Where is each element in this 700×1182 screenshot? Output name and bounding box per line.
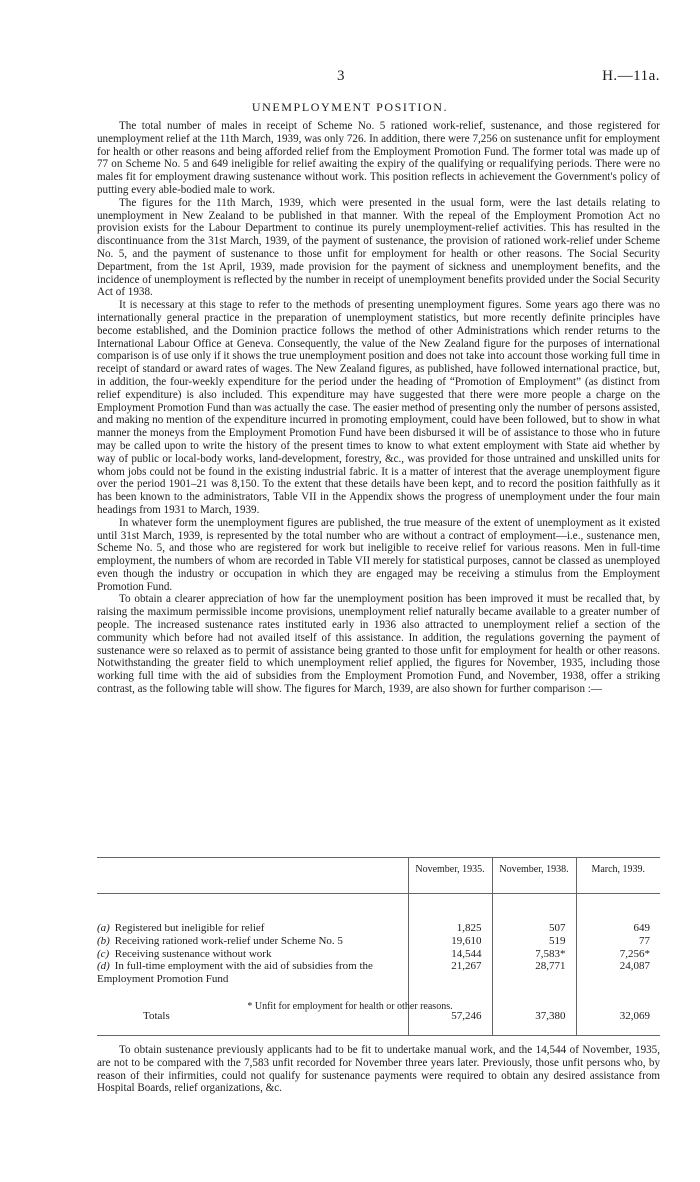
paper-reference: H.—11a. (602, 68, 660, 84)
table-cell: 507 (492, 894, 576, 935)
column-header: November, 1935. (408, 858, 492, 894)
row-label-text: Receiving sustenance without work (114, 947, 272, 960)
total-cell: 32,069 (576, 986, 660, 1035)
table-row (97, 960, 660, 986)
table-cell: 28,771 (492, 960, 576, 986)
table-cell: 24,087 (576, 960, 660, 986)
table-cell: 1,825 (408, 894, 492, 935)
table-cell: 519 (492, 935, 576, 948)
body-text (97, 120, 660, 696)
row-index: (a) (97, 922, 110, 934)
page-header (0, 68, 700, 88)
row-label-text: Receiving rationed work-relief under Scheme No. 5 (114, 934, 343, 947)
paragraph: The figures for the 11th March, 1939, which were presented in the usual form, were the last details relating to unemployment in New Zealand to be published in that manner. With the repeal of the Employment Promotion Act no provision exists for the Labour Department to continue its purely unemployment-relief activities. This has resulted in the discontinuance from the 31st March, 1939, of the payment of sustenance, the provision of rationed work-relief under Scheme No. 5, and the payment of sustenance to those unfit for employment for health or other reasons. The Social Security Department, from the 1st April, 1939, made provision for the payment of sickness and unemployment benefits, and the incidence of unemployment is reflected by the number in receipt of unemployment benefits provided under the Social Security Act of 1938. (97, 196, 660, 299)
row-index: (d) (97, 960, 110, 973)
rule-cell (492, 1035, 576, 1036)
row-label (97, 960, 408, 986)
table-cell: 7,256* (576, 948, 660, 961)
table-cell: 649 (576, 894, 660, 935)
table-cell: 77 (576, 935, 660, 948)
table-row (97, 894, 660, 935)
total-cell: 57,246 (408, 986, 492, 1035)
totals-label: Totals (143, 1009, 170, 1022)
paragraph: To obtain a clearer appreciation of how far the unemployment position has been improved it must be recalled that, by raising the maximum permissible income provisions, unemployment relief naturally became available to a greater number of people. The increased sustenance rates instituted early in 1936 also attracted to unemployment relief a section of the community which before had not availed itself of this assistance. In addition, the regulations governing the payment of sustenance were so relaxed as to permit of assistance being granted to those unfit for employment for health or other reasons. Notwithstanding the greater field to which unemployment relief applied, the figures for November, 1935, including those working full time with the aid of subsidies from the Employment Promotion Fund, and November, 1938, offer a striking contrast, as the following table will show. The figures for March, 1939, are also shown for further comparison :— (97, 593, 660, 696)
table-row (97, 948, 660, 961)
row-label (97, 948, 408, 961)
row-index: (c) (97, 947, 110, 960)
page-number: 3 (337, 68, 345, 84)
row-label (97, 894, 408, 935)
paragraph: It is necessary at this stage to refer to the methods of presenting unemployment figures. Some years ago there was no internationally general practice in the preparation of unemployment statistics, but more recently definite principles have become established, and the Dominion practice follows the method of other Administrations which render returns to the International Labour Office at Geneva. Consequently, the value of the New Zealand figure for the purposes of international comparison is of use only if it shows the true unemployment position and does not take into account those working full time in receipt of standard or award rates of wages. The New Zealand figures, as published, have followed international practice, but, in addition, the four-weekly expenditure for the period under the heading of “Promotion of Employment” (as distinct from relief expenditure) is also included. This expenditure may have suggested that there were more people a charge on the Employment Promotion Fund than was actually the case. The easier method of presenting only the number of persons assisted, and making no mention of the expenditure incurred in promoting employment, could have been followed, but to show in what manner the moneys from the Employment Promotion Fund have been disbursed it will be of assistance to those who in future may be called upon to write the history of the present times to know to what extent employment with State aid whether by way of public or local-body works, land-development, forestry, &c., was provided for those untrained and unskilled units for whom jobs could not be found in the existing industrial fabric. It is a matter of interest that the average unemployment figure over the period 1901–21 was 8,150. To the extent that these details have been kept, and to record the position faithfully as it has been known to the administrators, Table VII in the Appendix shows the progress of unemployment under the four main headings from 1931 to March, 1939. (97, 299, 660, 516)
row-label-text: Registered but ineligible for relief (114, 922, 265, 934)
footnote: * Unfit for employment for health or other reasons. (247, 1001, 453, 1012)
table-cell: 19,610 (408, 935, 492, 948)
table-cell: 21,267 (408, 960, 492, 986)
table-row (97, 935, 660, 948)
row-label-text: In full-time employment with the aid of subsidies from the Employment Promotion Fund (97, 960, 373, 986)
row-index: (b) (97, 934, 110, 947)
column-header: March, 1939. (576, 858, 660, 894)
rule-cell (97, 1035, 408, 1036)
rule-cell (408, 1035, 492, 1036)
table-header-row (97, 858, 660, 894)
paragraph: The total number of males in receipt of Scheme No. 5 rationed work-relief, sustenance, and those registered for unemployment relief at the 11th March, 1939, was only 726. In addition, there were 7,256 on sustenance unfit for employment for health or other reasons and being afforded relief from the Employment Promotion Fund. The former total was made up of 77 on Scheme No. 5 and 649 ineligible for relief awaiting the expiry of the qualifying or requalifying periods. There were no males fit for employment drawing sustenance without work. This position reflects in achievement the Government's policy of putting every able-bodied male to work. (97, 120, 660, 196)
closing-text (97, 1044, 660, 1095)
table-cell: 14,544 (408, 948, 492, 961)
total-cell: 37,380 (492, 986, 576, 1035)
row-label (97, 935, 408, 948)
paragraph: To obtain sustenance previously applicants had to be fit to undertake manual work, and the 14,544 of November, 1935, are not to be compared with the 7,583 unfit recorded for November three years later. Previously, those unfit persons who, by reason of their infirmities, could not qualify for sustenance payments were required to obtain any desired assistance from Hospital Boards, relief organizations, &c. (97, 1044, 660, 1095)
table-header-blank (97, 858, 408, 894)
rule-cell (576, 1035, 660, 1036)
table-cell: 7,583* (492, 948, 576, 961)
section-title: UNEMPLOYMENT POSITION. (251, 100, 449, 114)
paragraph: In whatever form the unemployment figures are published, the true measure of the extent of unemployment as it existed until 31st March, 1939, is represented by the total number who are without a contract of employment—i.e., sustenance men, Scheme No. 5, and those who are registered for work but ineligible to receive relief for various reasons. Men in full-time employment, the numbers of whom are recorded in Table VII merely for statistical purposes, cannot be classed as unemployed even though the industry or occupation in which they are engaged may be receiving a stimulus from the Employment Promotion Fund. (97, 516, 660, 593)
table-bottom-rule (97, 1035, 660, 1036)
column-header: November, 1938. (492, 858, 576, 894)
